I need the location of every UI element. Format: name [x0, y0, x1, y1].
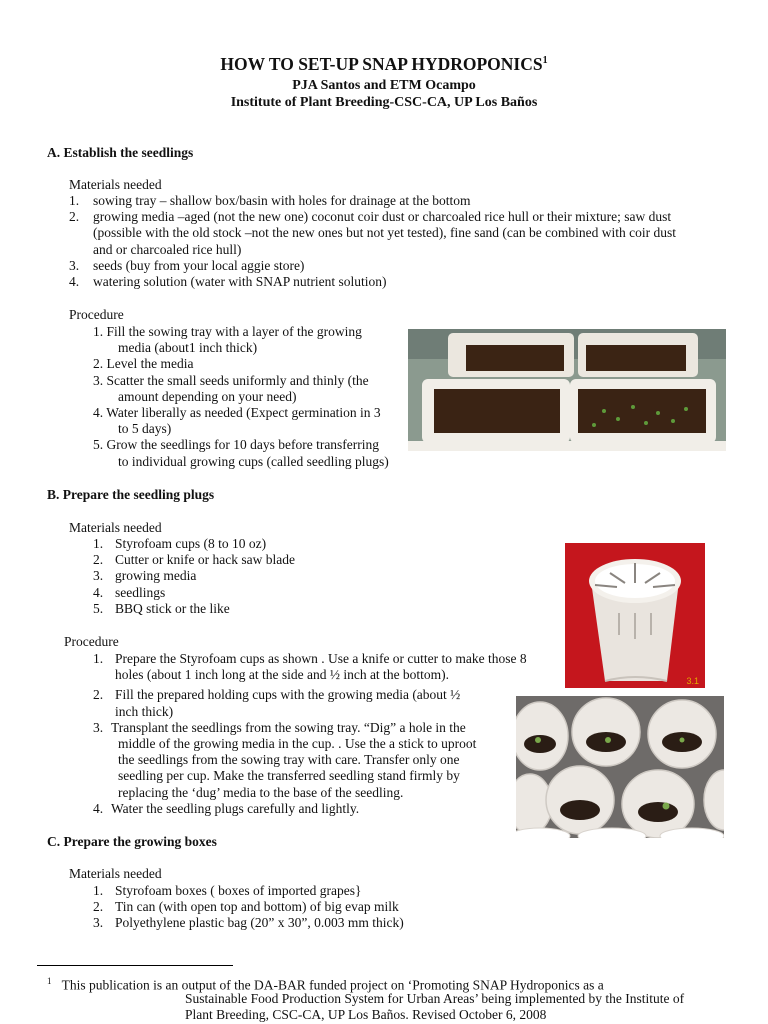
list-item: 2. Cutter or knife or hack saw blade: [93, 552, 295, 568]
list-item: 4. Water liberally as needed (Expect germination in 3: [93, 405, 381, 421]
footnote-mark: 1: [47, 976, 52, 986]
list-item-continuation: seedling per cup. Make the transferred seedling stand firmly by: [118, 768, 460, 784]
list-item-continuation: inch thick): [115, 703, 174, 719]
list-item: 3. Scatter the small seeds uniformly and thinly (the: [93, 372, 369, 388]
list-item: 3. Transplant the seedlings from the sowing tray. “Dig” a hole in the: [93, 719, 466, 735]
footnote-line: This publication is an output of the DA-BAR funded project on ‘Promoting SNAP Hydroponics as a: [61, 977, 604, 993]
list-item: 2. Tin can (with open top and bottom) of big evap milk: [93, 899, 399, 915]
seedling-trays-photo: [408, 329, 726, 451]
section-a-materials-label: Materials needed: [69, 177, 162, 192]
list-item-continuation: (possible with the old stock –not the new ones but not yet tested), fine sand (can be combined with coir dust: [93, 225, 677, 241]
section-a-materials-list: [69, 193, 729, 290]
footnote-line: Plant Breeding, CSC-CA, UP Los Baños. Revised October 6, 2008: [185, 1007, 547, 1022]
section-b-heading: B. Prepare the seedling plugs: [47, 487, 215, 502]
list-item: 4. seedlings: [93, 584, 166, 600]
list-item: 3. growing media: [93, 568, 197, 584]
list-item: 5. Grow the seedlings for 10 days before transferring: [93, 437, 380, 453]
section-b-procedure-list: [93, 651, 563, 817]
list-item: 1. Styrofoam cups (8 to 10 oz): [93, 536, 267, 551]
institute: Institute of Plant Breeding-CSC-CA, UP Los Baños: [230, 95, 538, 110]
footnote-separator: [37, 965, 233, 966]
list-item: 2. Fill the prepared holding cups with the growing media (about ½: [93, 687, 461, 703]
list-item: 2. Level the media: [93, 356, 194, 372]
seedling-plugs-photo: [516, 696, 724, 838]
list-item-continuation: media (about1 inch thick): [118, 340, 258, 356]
list-item: 1. Fill the sowing tray with a layer of the growing: [93, 324, 362, 339]
list-item: 1. Styrofoam boxes ( boxes of imported grapes}: [93, 883, 362, 898]
section-b-materials-list: [93, 536, 473, 617]
document-title: HOW TO SET-UP SNAP HYDROPONICS$^1$: [220, 54, 548, 74]
section-b-procedure-label: Procedure: [64, 634, 119, 649]
list-item: 3. seeds (buy from your local aggie store): [69, 257, 305, 273]
section-a-heading: A. Establish the seedlings: [47, 145, 194, 160]
styrofoam-cup-illustration: [565, 543, 705, 688]
list-item: 1. Prepare the Styrofoam cups as shown . Use a knife or cutter to make those 8: [93, 651, 527, 666]
section-c-materials-list: [93, 883, 513, 932]
list-item-continuation: replacing the ‘dug’ media to the base of the seedling.: [118, 784, 404, 800]
list-item-continuation: the seedlings from the sowing tray with care. Transfer only one: [118, 752, 460, 768]
authors: PJA Santos and ETM Ocampo: [292, 78, 476, 93]
list-item: 3. Polyethylene plastic bag (20” x 30”, 0.003 mm thick): [93, 915, 404, 931]
section-c-heading: C. Prepare the growing boxes: [47, 834, 217, 849]
list-item-continuation: middle of the growing media in the cup. . Use the a stick to uproot: [118, 736, 477, 752]
list-item-continuation: holes (about 1 inch long at the side and ½ inch at the bottom).: [115, 667, 450, 683]
seedling-trays-illustration: [408, 329, 726, 451]
seedling-plugs-illustration: [516, 696, 724, 838]
list-item-continuation: amount depending on your need): [118, 388, 297, 404]
section-a-procedure-label: Procedure: [69, 307, 124, 322]
section-b-materials-label: Materials needed: [69, 520, 162, 535]
section-a-procedure-list: [93, 324, 403, 470]
list-item-continuation: and or charcoaled rice hull): [93, 241, 242, 257]
photo-label: 3.1: [686, 676, 699, 686]
list-item-continuation: to 5 days): [118, 421, 172, 437]
section-c-materials-label: Materials needed: [69, 866, 162, 881]
list-item-continuation: to individual growing cups (called seedling plugs): [118, 453, 389, 469]
list-item: 4. watering solution (water with SNAP nutrient solution): [69, 274, 387, 290]
list-item: 5. BBQ stick or the like: [93, 600, 230, 616]
list-item: 4. Water the seedling plugs carefully and lightly.: [93, 800, 360, 816]
footnote-line: Sustainable Food Production System for Urban Areas’ being implemented by the Institute of: [185, 991, 685, 1006]
styrofoam-cup-photo: [565, 543, 705, 688]
list-item: 2. growing media –aged (not the new one) coconut coir dust or charcoaled rice hull or their mixture; saw dust: [69, 209, 672, 225]
list-item: 1. sowing tray – shallow box/basin with holes for drainage at the bottom: [69, 193, 471, 208]
